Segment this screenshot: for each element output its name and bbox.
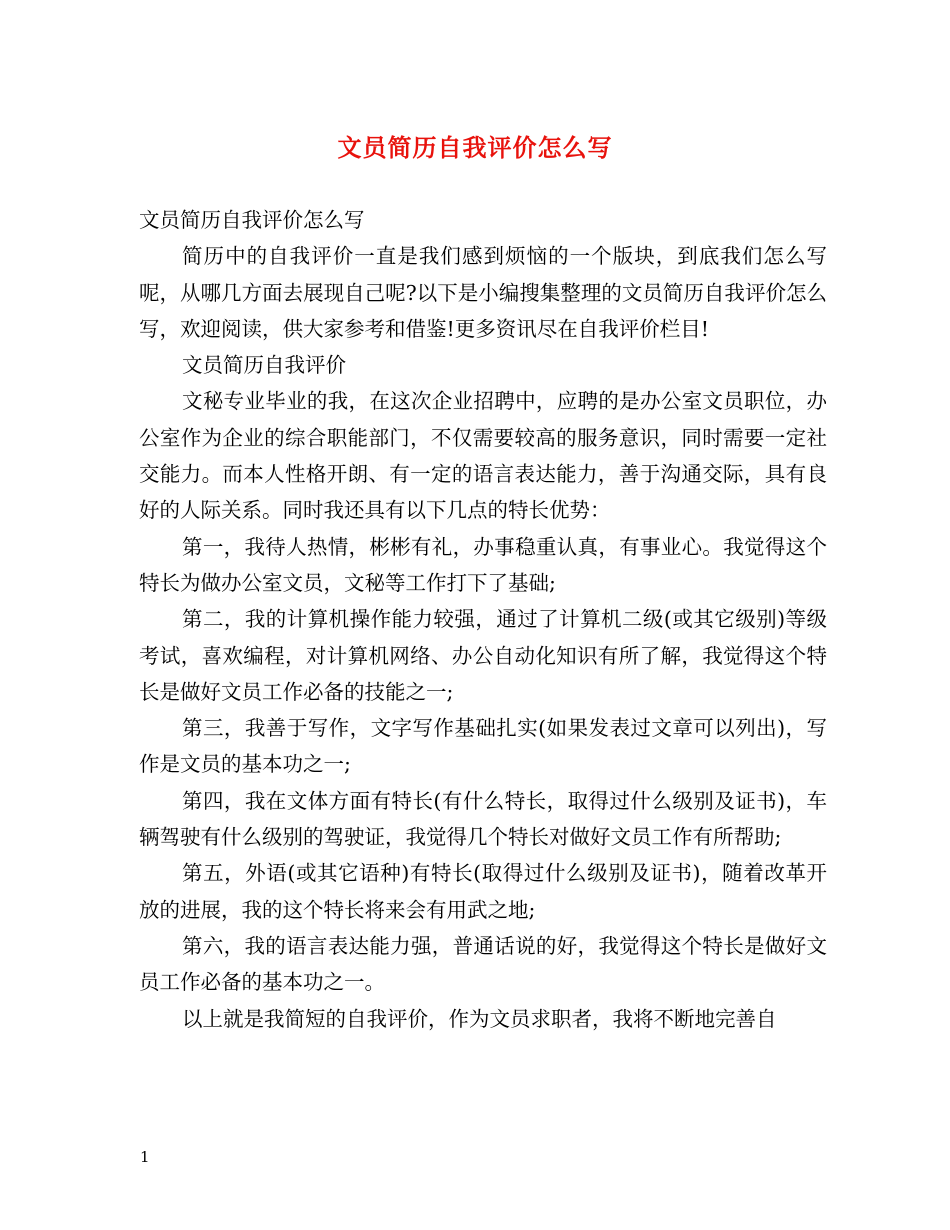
paragraph-intro: 简历中的自我评价一直是我们感到烦恼的一个版块，到底我们怎么写呢，从哪几方面去展现自己呢?以下是小编搜集整理的文员简历自我评价怎么写，欢迎阅读，供大家参考和借鉴!更多资讯尽在自我评价栏目! [139, 244, 827, 341]
paragraph-point-5: 第五，外语(或其它语种)有特长(取得过什么级别及证书)，随着改革开放的进展，我的这个特长将来会有用武之地; [139, 861, 827, 922]
paragraph-overview: 文秘专业毕业的我，在这次企业招聘中，应聘的是办公室文员职位，办公室作为企业的综合职能部门，不仅需要较高的服务意识，同时需要一定社交能力。而本人性格开朗、有一定的语言表达能力，善于沟通交际，具有良好的人际关系。同时我还具有以下几点的特长优势： [139, 389, 827, 523]
document-title: 文员简历自我评价怎么写 [337, 133, 613, 162]
paragraph-point-2: 第二，我的计算机操作能力较强，通过了计算机二级(或其它级别)等级考试，喜欢编程，对计算机网络、办公自动化知识有所了解，我觉得这个特长是做好文员工作必备的技能之一; [139, 607, 827, 704]
page-number: 1 [140, 1148, 150, 1166]
paragraph-point-3: 第三，我善于写作，文字写作基础扎实(如果发表过文章可以列出)，写作是文员的基本功之一; [139, 716, 827, 777]
paragraph-conclusion: 以上就是我简短的自我评价，作为文员求职者，我将不断地完善自 [182, 1006, 777, 1031]
paragraph-point-1: 第一，我待人热情，彬彬有礼，办事稳重认真，有事业心。我觉得这个特长为做办公室文员，文秘等工作打下了基础; [139, 534, 827, 595]
paragraph-heading-line: 文员简历自我评价怎么写 [139, 208, 365, 232]
paragraph-point-6: 第六，我的语言表达能力强，普通话说的好，我觉得这个特长是做好文员工作必备的基本功之一。 [139, 933, 827, 995]
paragraph-subheading: 文员简历自我评价 [182, 353, 346, 378]
paragraph-point-4: 第四，我在文体方面有特长(有什么特长，取得过什么级别及证书)，车辆驾驶有什么级别的驾驶证，我觉得几个特长对做好文员工作有所帮助; [139, 788, 827, 850]
document-body [139, 202, 827, 1037]
